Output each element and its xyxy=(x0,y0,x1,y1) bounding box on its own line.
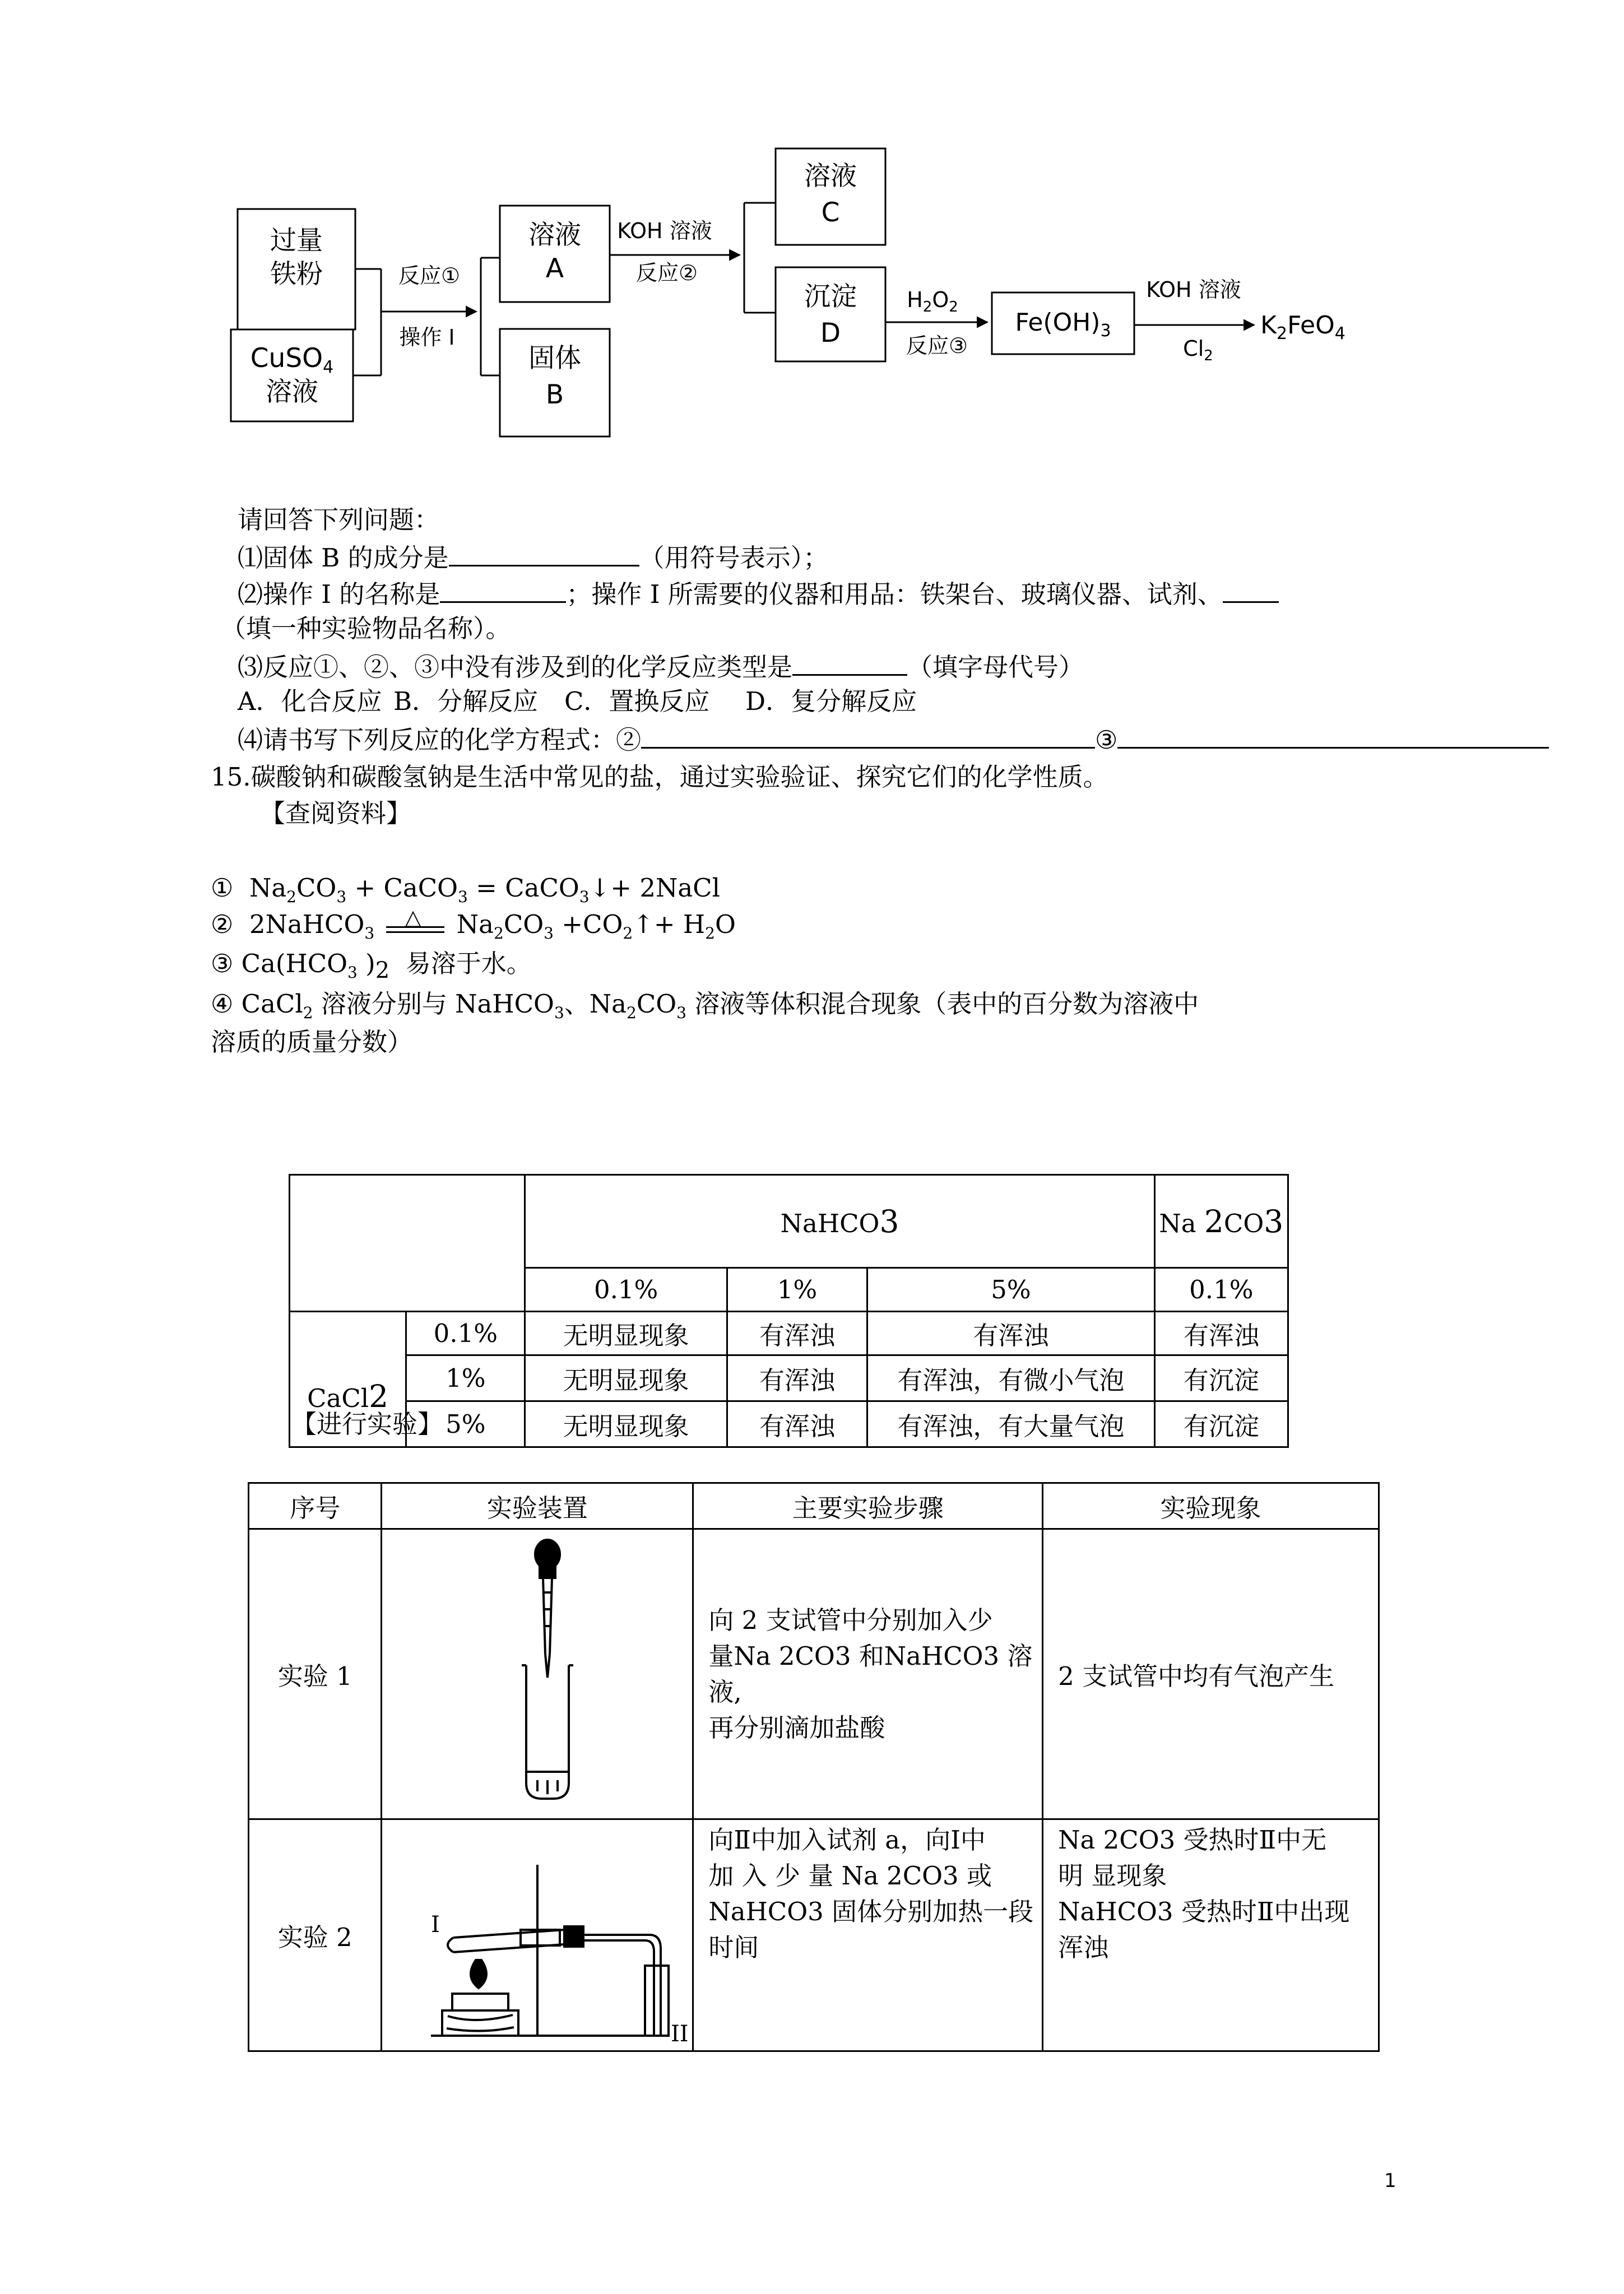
table1-subheader: 5% xyxy=(867,1268,1155,1312)
q4-answer-blank-2[interactable] xyxy=(641,721,1095,749)
table1-cell: 有浑浊，有微小气泡 xyxy=(867,1355,1155,1401)
fact-4-line-2: 溶质的质量分数） xyxy=(211,1027,413,1057)
test-tube-dropper-icon xyxy=(481,1531,593,1811)
table1-cell: 有浑浊 xyxy=(727,1355,867,1401)
section-reference: 【查阅资料】 xyxy=(260,798,412,828)
arrow1-label-bottom: 操作 I xyxy=(399,325,455,350)
problem-15-title: 15.碳酸钠和碳酸氢钠是生活中常见的盐，通过实验验证、探究它们的化学性质。 xyxy=(211,762,1108,792)
section-experiment: 【进行实验】 xyxy=(291,1409,443,1439)
q3-option-c: C．置换反应 xyxy=(564,686,710,716)
table2-header-result: 实验现象 xyxy=(1043,1483,1379,1529)
experiment-2-step-line: 加 入 少 量 Na 2CO3 或 xyxy=(708,1861,992,1891)
box-b-line2: B xyxy=(545,379,564,410)
experiment-2-result-line: Na 2CO3 受热时Ⅱ中无 xyxy=(1058,1825,1327,1855)
q4-answer-blank-3[interactable] xyxy=(1117,721,1549,749)
box-c-line2: C xyxy=(821,197,840,228)
q2-answer-blank-1[interactable] xyxy=(440,575,566,603)
table1-cell: 无明显现象 xyxy=(525,1401,727,1447)
experiment-1-steps xyxy=(693,1529,1043,1819)
box-iron-line1: 过量 xyxy=(270,225,323,256)
reaction-flowchart xyxy=(0,0,1624,465)
experiment-2-apparatus xyxy=(382,1819,693,2051)
experiment-2-step-line: NaHCO3 固体分别加热一段 xyxy=(708,1897,1034,1926)
table1-corner xyxy=(290,1175,525,1312)
box-b-line1: 固体 xyxy=(528,343,581,374)
q3-answer-blank[interactable] xyxy=(792,648,907,676)
experiment-2-id: 实验 2 xyxy=(249,1819,382,2051)
experiment-1-id: 实验 1 xyxy=(249,1529,382,1819)
q3-option-b: B．分解反应 xyxy=(393,686,539,716)
q3-option-a: A．化合反应 xyxy=(238,686,382,716)
q2-text-b: ；操作 I 所需要的仪器和用品：铁架台、玻璃仪器、试剂、 xyxy=(566,579,1223,609)
arrow2-label-top: KOH 溶液 xyxy=(617,219,712,243)
experiment-2-result xyxy=(1043,1819,1379,2051)
tube-label-i: I xyxy=(430,1912,440,1938)
q1-text-b: （用符号表示）； xyxy=(639,543,829,573)
experiment-1-step-line: 再分别滴加盐酸 xyxy=(708,1712,885,1743)
arrow4-label-top: KOH 溶液 xyxy=(1146,277,1241,302)
experiment-1-result: 2 支试管中均有气泡产生 xyxy=(1043,1529,1379,1819)
page-number: 1 xyxy=(1384,2170,1396,2192)
experiment-1-apparatus xyxy=(382,1529,693,1819)
question-1 xyxy=(238,539,828,575)
table1-subheader: 0.1% xyxy=(1154,1268,1288,1312)
q2-answer-blank-2[interactable] xyxy=(1223,575,1279,603)
box-c-line1: 溶液 xyxy=(804,161,857,192)
box-d-line2: D xyxy=(820,318,841,349)
table1-header-nahco3: NaHCO3 xyxy=(525,1175,1154,1268)
q3-text-b: （填字母代号） xyxy=(907,652,1084,682)
experiment-1-step-line: 向 2 支试管中分别加入少 xyxy=(708,1605,993,1635)
table1-cell: 有浑浊 xyxy=(1154,1312,1288,1355)
arrow3-label-top: $H_2O_2$ xyxy=(907,287,958,315)
question-4 xyxy=(238,721,1549,757)
table1-row-conc: 5% xyxy=(406,1401,525,1447)
questions-intro: 请回答下列问题： xyxy=(238,505,440,535)
q4-text-b: ③ xyxy=(1095,725,1118,755)
arrow2-label-bottom: 反应② xyxy=(635,261,698,285)
table1-cell: 有浑浊 xyxy=(867,1312,1155,1355)
experiment-2-step-line: 向Ⅱ中加入试剂 a，向Ⅰ中 xyxy=(708,1825,986,1855)
table2-header-steps: 主要实验步骤 xyxy=(693,1483,1043,1529)
fact-3: ③ $Ca(HCO_3$ )$_2$ 易溶于水。 xyxy=(211,949,532,983)
experiment-table xyxy=(248,1482,1380,2052)
q1-answer-blank[interactable] xyxy=(449,539,639,566)
product-k2feo4: $K_2FeO_4$ xyxy=(1260,311,1345,343)
q4-text-a: ⑷请书写下列反应的化学方程式：② xyxy=(238,725,642,755)
arrow1-label-top: 反应① xyxy=(398,263,461,288)
question-3-options xyxy=(238,685,917,718)
table1-subheader: 0.1% xyxy=(525,1268,727,1312)
box-a-line2: A xyxy=(545,253,564,284)
table1-cell: 有沉淀 xyxy=(1154,1355,1288,1401)
q2-text-a: ⑵操作 I 的名称是 xyxy=(238,579,440,609)
experiment-1-step-line: 量Na 2CO3 和NaHCO3 溶液, xyxy=(708,1641,1033,1707)
table1-header-na2co3: Na 2CO3 xyxy=(1154,1175,1288,1268)
question-3 xyxy=(238,648,1084,684)
table1-cell: 有沉淀 xyxy=(1154,1401,1288,1447)
box-cuso4-line1: CuSO$_4$ xyxy=(250,343,334,377)
table1-cell: 有浑浊 xyxy=(727,1401,867,1447)
table1-cell: 有浑浊 xyxy=(727,1312,867,1355)
experiment-2-result-line: NaHCO3 受热时Ⅱ中出现 xyxy=(1058,1897,1350,1926)
cacl2-mixing-table xyxy=(289,1174,1289,1448)
fact-1: ① $Na_2CO_3$ + CaCO$_3$ = CaCO$_3$↓+ 2NaCl xyxy=(211,873,720,906)
arrow3-label-bottom: 反应③ xyxy=(906,333,968,358)
table1-subheader: 1% xyxy=(727,1268,867,1312)
box-a-line1: 溶液 xyxy=(528,220,581,250)
q3-option-d: D．复分解反应 xyxy=(745,686,917,716)
table1-row-label-cacl2: CaCl2 xyxy=(290,1312,406,1447)
experiment-2-step-line: 时间 xyxy=(708,1933,759,1962)
table2-header-apparatus: 实验装置 xyxy=(382,1483,693,1529)
table1-cell: 无明显现象 xyxy=(525,1355,727,1401)
question-2-continued: （填一种实验物品名称）。 xyxy=(221,614,511,643)
heating-apparatus-icon xyxy=(386,1820,689,2044)
box-feoh3-label: $Fe(OH)_3$ xyxy=(1015,308,1111,341)
experiment-2-result-line: 明 显现象 xyxy=(1058,1861,1167,1891)
arrow4-label-bottom: $Cl_2$ xyxy=(1183,336,1213,364)
q3-text-a: ⑶反应①、②、③中没有涉及到的化学反应类型是 xyxy=(238,652,793,682)
table1-cell: 无明显现象 xyxy=(525,1312,727,1355)
fact-4-line-1: ④ CaCl$_2$ 溶液分别与 NaHCO$_3$、$Na_2CO_3$ 溶液等体积混合现象（表中的百分数为溶液中 xyxy=(211,989,1199,1022)
table2-header-id: 序号 xyxy=(249,1483,382,1529)
table1-row-conc: 1% xyxy=(406,1355,525,1401)
box-iron-line2: 铁粉 xyxy=(270,259,323,290)
table1-row-conc: 0.1% xyxy=(406,1312,525,1355)
question-2 xyxy=(238,575,1279,611)
table1-cell: 有浑浊，有大量气泡 xyxy=(867,1401,1155,1447)
heat-condition-symbol: △ xyxy=(383,913,449,941)
beaker-label-ii: II xyxy=(670,2021,689,2044)
experiment-2-steps xyxy=(693,1819,1043,2051)
fact-2: ② 2NaHCO$_3$ △ $Na_2CO_3$ $+CO_2↑+ H_2O$ xyxy=(211,904,736,942)
box-d-line1: 沉淀 xyxy=(804,281,857,312)
experiment-2-result-line: 浑浊 xyxy=(1058,1933,1109,1962)
q1-text-a: ⑴固体 B 的成分是 xyxy=(238,543,449,573)
box-cuso4-line2: 溶液 xyxy=(266,377,318,407)
